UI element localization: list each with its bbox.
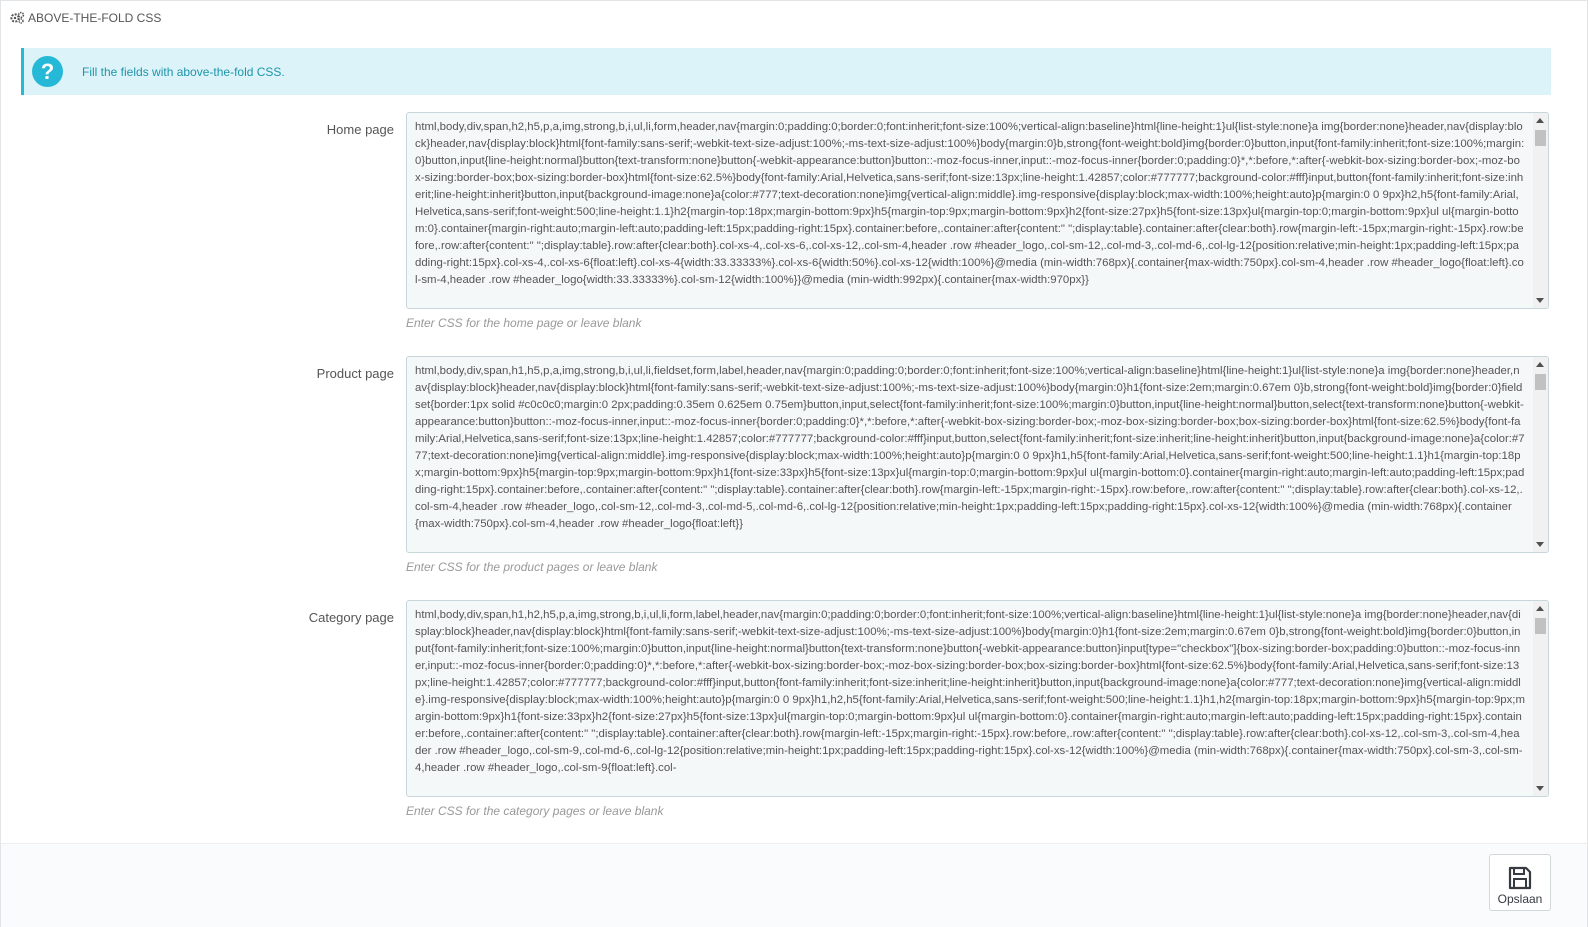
home-page-scrollbar[interactable]	[1533, 113, 1548, 308]
scroll-thumb[interactable]	[1535, 618, 1546, 634]
panel-heading	[1, 1, 1587, 34]
scroll-thumb[interactable]	[1535, 130, 1546, 146]
panel-footer	[1, 843, 1587, 927]
scroll-up-arrow-icon[interactable]	[1536, 118, 1544, 123]
save-button[interactable]	[1489, 854, 1551, 911]
category-page-textarea-wrapper	[406, 600, 1549, 797]
category-page-css-textarea[interactable]	[407, 601, 1533, 796]
scroll-down-arrow-icon[interactable]	[1536, 542, 1544, 547]
product-page-label: Product page	[316, 366, 394, 381]
scroll-up-arrow-icon[interactable]	[1536, 606, 1544, 611]
product-page-textarea-wrapper	[406, 356, 1549, 553]
category-page-label: Category page	[308, 610, 394, 625]
home-page-label: Home page	[326, 122, 394, 137]
save-icon	[1507, 865, 1533, 891]
cogs-icon	[10, 11, 25, 24]
scroll-up-arrow-icon[interactable]	[1536, 362, 1544, 367]
alert-text: Fill the fields with above-the-fold CSS.	[82, 64, 285, 79]
product-page-css-textarea[interactable]	[407, 357, 1533, 552]
product-page-scrollbar[interactable]	[1533, 357, 1548, 552]
home-page-help-text: Enter CSS for the home page or leave blank	[406, 316, 642, 330]
scroll-down-arrow-icon[interactable]	[1536, 786, 1544, 791]
product-page-help-text: Enter CSS for the product pages or leave blank	[406, 560, 658, 574]
question-icon: ?	[32, 56, 63, 87]
save-button-label: Opslaan	[1497, 892, 1543, 906]
category-page-scrollbar[interactable]	[1533, 601, 1548, 796]
scroll-down-arrow-icon[interactable]	[1536, 298, 1544, 303]
scroll-thumb[interactable]	[1535, 374, 1546, 390]
panel-title: ABOVE-THE-FOLD CSS	[28, 10, 162, 25]
category-page-help-text: Enter CSS for the category pages or leave blank	[406, 804, 664, 818]
info-alert	[21, 48, 1551, 95]
home-page-css-textarea[interactable]	[407, 113, 1533, 308]
home-page-textarea-wrapper	[406, 112, 1549, 309]
